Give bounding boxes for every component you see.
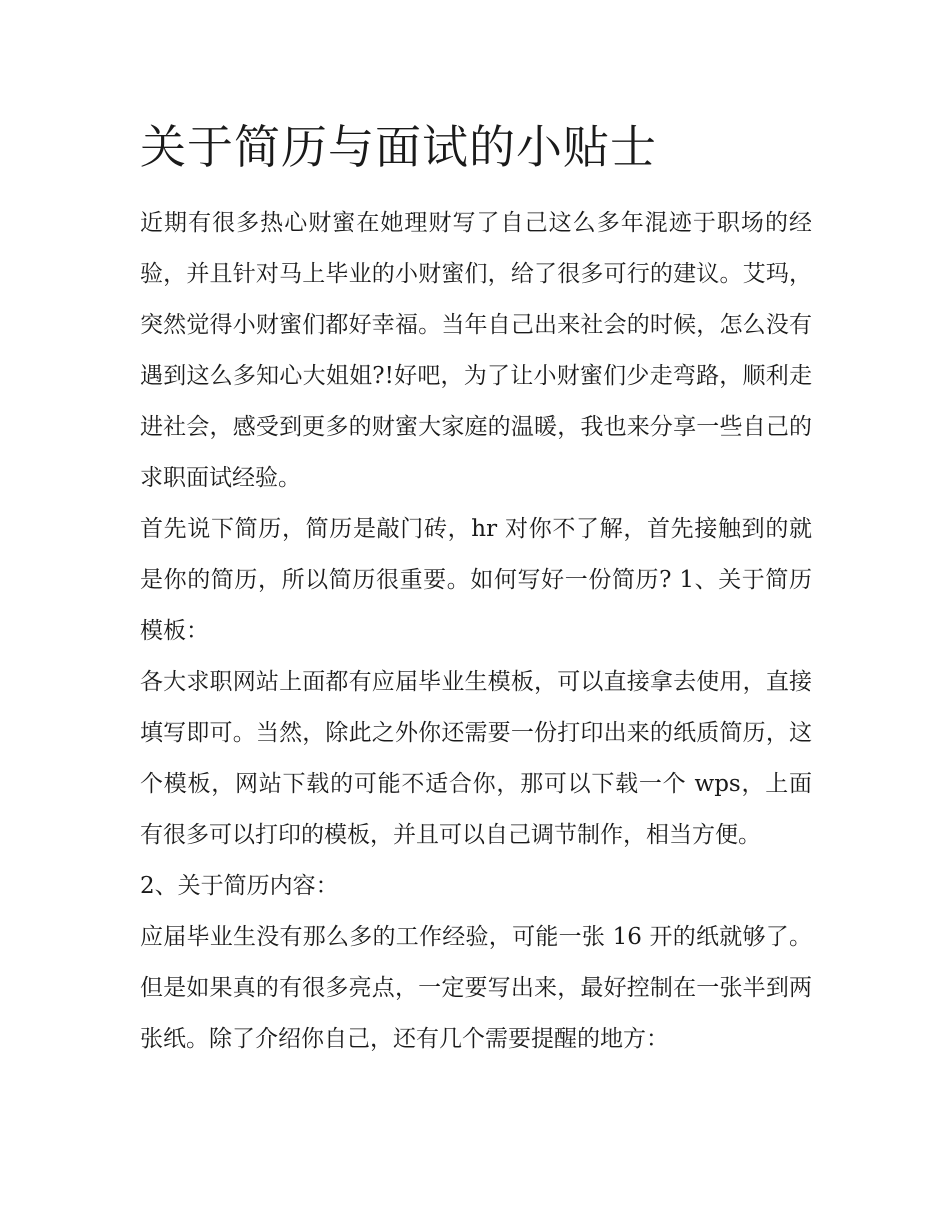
document-body — [140, 198, 812, 1065]
paragraph-resume-content: 应届毕业生没有那么多的工作经验，可能一张 16 开的纸就够了。但是如果真的有很多亮点，一定要写出来，最好控制在一张半到两张纸。除了介绍你自己，还有几个需要提醒的地方： — [140, 924, 812, 1052]
paragraph-resume-content-heading: 2、关于简历内容： — [140, 873, 339, 899]
document-title: 关于简历与面试的小贴士 — [140, 120, 657, 174]
paragraph-resume-importance: 首先说下简历，简历是敲门砖，hr 对你不了解，首先接触到的就是你的简历，所以简历很重要。如何写好一份简历? 1、关于简历模板： — [140, 516, 812, 644]
paragraph-intro: 近期有很多热心财蜜在她理财写了自己这么多年混迹于职场的经验，并且针对马上毕业的小财蜜们，给了很多可行的建议。艾玛，突然觉得小财蜜们都好幸福。当年自己出来社会的时候，怎么没有遇到这么多知心大姐姐?!好吧，为了让小财蜜们少走弯路，顺利走进社会，感受到更多的财蜜大家庭的温暖，我也来分享一些自己的求职面试经验。 — [140, 210, 812, 491]
document-page — [140, 112, 812, 1065]
paragraph-resume-template: 各大求职网站上面都有应届毕业生模板，可以直接拿去使用，直接填写即可。当然，除此之外你还需要一份打印出来的纸质简历，这个模板，网站下载的可能不适合你，那可以下载一个 wps，上面有很多可以打印的模板，并且可以自己调节制作，相当方便。 — [140, 669, 812, 848]
